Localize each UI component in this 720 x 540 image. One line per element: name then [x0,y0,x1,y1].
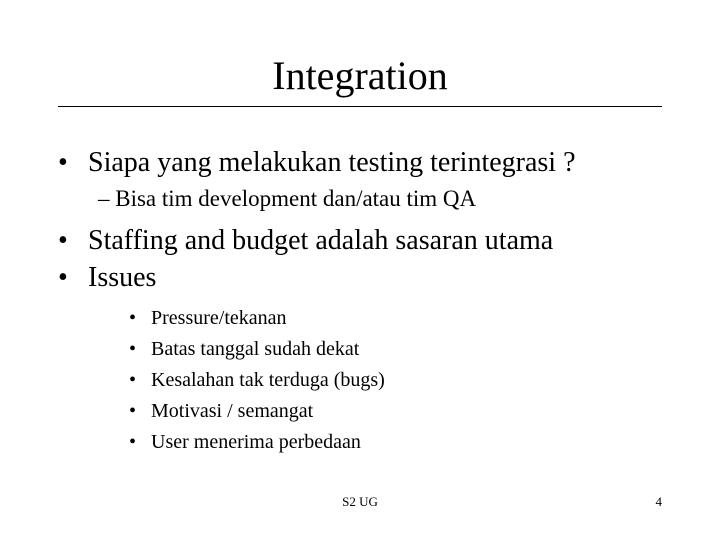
slide-title: Integration [272,53,448,98]
bullet-mark: • [129,431,137,453]
bullet-mark: • [129,307,137,329]
bullet-item [58,146,678,180]
sub-bullet-item [98,185,476,213]
bullet-item [58,261,678,295]
bullet-mark: • [129,338,137,360]
issue-item [129,368,529,392]
issue-text: Motivasi / semangat [151,400,314,422]
bullet-mark: • [58,225,68,256]
issue-text: User menerima perbedaan [151,431,361,453]
bullet-text: Issues [88,262,157,293]
bullet-mark: • [129,400,137,422]
issue-item [129,399,529,423]
issue-text: Kesalahan tak terduga (bugs) [151,369,385,391]
sub-bullet-text: – Bisa tim development dan/atau tim QA [98,186,477,211]
bullet-mark: • [58,147,68,178]
issue-text: Pressure/tekanan [151,307,287,329]
issue-item [129,306,529,330]
bullet-mark: • [58,262,68,293]
bullet-mark: • [129,369,137,391]
footer-label: S2 UG [342,494,378,509]
page-number: 4 [655,494,662,509]
issue-item [129,337,529,361]
title-divider [58,106,662,107]
issue-item [129,430,529,454]
bullet-text: Siapa yang melakukan testing terintegrasi ? [88,147,576,178]
issue-text: Batas tanggal sudah dekat [151,338,360,360]
bullet-text: Staffing and budget adalah sasaran utama [88,225,554,256]
bullet-item [58,224,678,258]
